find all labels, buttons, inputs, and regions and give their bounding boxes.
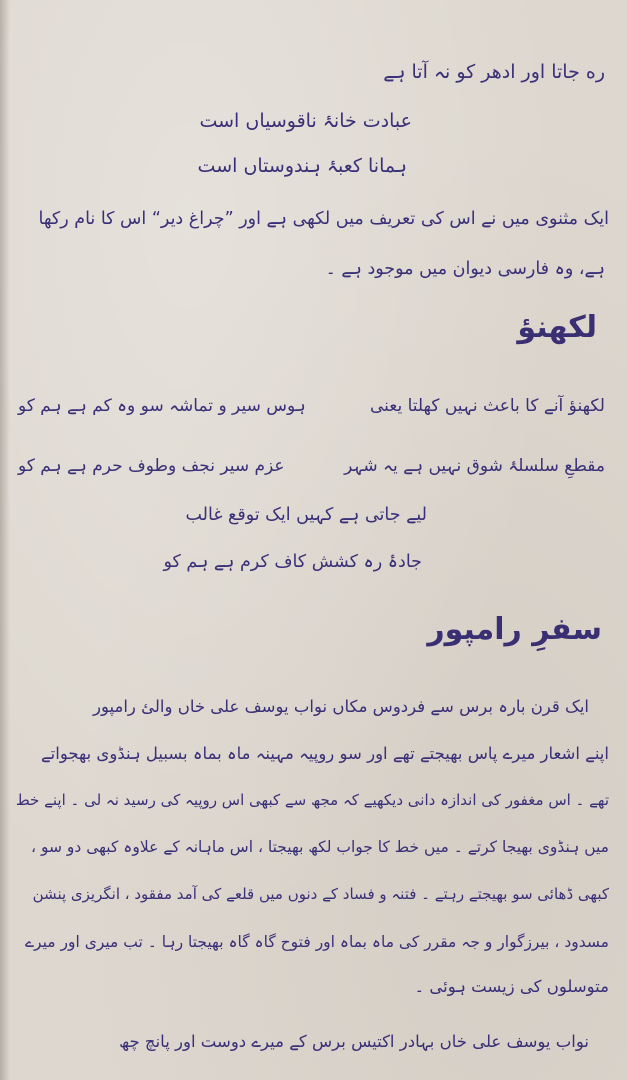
- verse-line: ہمانا کعبۂ ہندوستاں است: [197, 155, 407, 177]
- text-line: ہے، وہ فارسی دیوان میں موجود ہے ۔: [325, 259, 605, 279]
- verse-right: مقطعِ سلسلۂ شوق نہیں ہے یہ شہر: [344, 456, 605, 476]
- verse-line: عبادت خانۂ ناقوسیاں است: [199, 110, 412, 132]
- paragraph-line: متوسلوں کی زیست ہوئی ۔: [414, 977, 609, 996]
- text-line: ایک مثنوی میں نے اس کی تعریف میں لکھی ہے اور ”چراغ دیر“ اس کا نام رکھا: [38, 209, 609, 229]
- section-heading: لکھنؤ: [517, 310, 597, 345]
- paragraph-line: اپنے اشعار میرے پاس بھیجتے تھے اور سو روپیہ مہینہ ماہ بماہ بسبیل ہنڈوی بھجواتے: [40, 744, 609, 763]
- section-heading: سفرِ رامپور: [427, 612, 602, 647]
- verse-left: ہوس سیر و تماشہ سو وہ کم ہے ہم کو: [18, 396, 306, 416]
- paragraph-line: کبھی ڈھائی سو بھیجتے رہتے ۔ فتنہ و فساد کے دنوں میں قلعے کی آمد مفقود ، انگریزی پنشن: [32, 885, 609, 903]
- verse-center: جادۂ رہ کشش کاف کرم ہے ہم کو: [163, 552, 422, 572]
- verse-right: لکھنؤ آنے کا باعث نہیں کھلتا یعنی: [369, 396, 605, 416]
- paragraph-line: تھے ۔ اس مغفور کی اندازہ دانی دیکھیے کہ مجھ سے کبھی اس روپیہ کی رسید نہ لی ۔ اپنے خط: [15, 791, 609, 809]
- paragraph-line: ایک قرن بارہ برس سے فردوس مکاں نواب یوسف علی خاں والئ رامپور: [93, 697, 589, 716]
- page-binding-shadow: [0, 0, 10, 1080]
- text-line: ره جاتا اور ادھر کو نہ آتا ہے: [383, 61, 605, 83]
- paragraph-line: نواب یوسف علی خاں بہادر اکتیس برس کے میرے دوست اور پانچ چھ: [119, 1032, 589, 1051]
- verse-left: عزم سیر نجف وطوف حرم ہے ہم کو: [18, 456, 285, 476]
- paragraph-line: مسدود ، بیرزگوار و جہ مقرر کی ماہ بماہ اور فتوح گاہ گاہ بھیجتا رہا ۔ تب میری اور میرے: [24, 933, 609, 951]
- verse-center: لیے جاتی ہے کہیں ایک توقع غالب: [185, 505, 427, 525]
- paragraph-line: میں ہنڈوی بھیجا کرتے ۔ میں خط کا جواب لکھ بھیجتا ، اس ماہانہ کے علاوہ کبھی دو سو ،: [31, 838, 609, 856]
